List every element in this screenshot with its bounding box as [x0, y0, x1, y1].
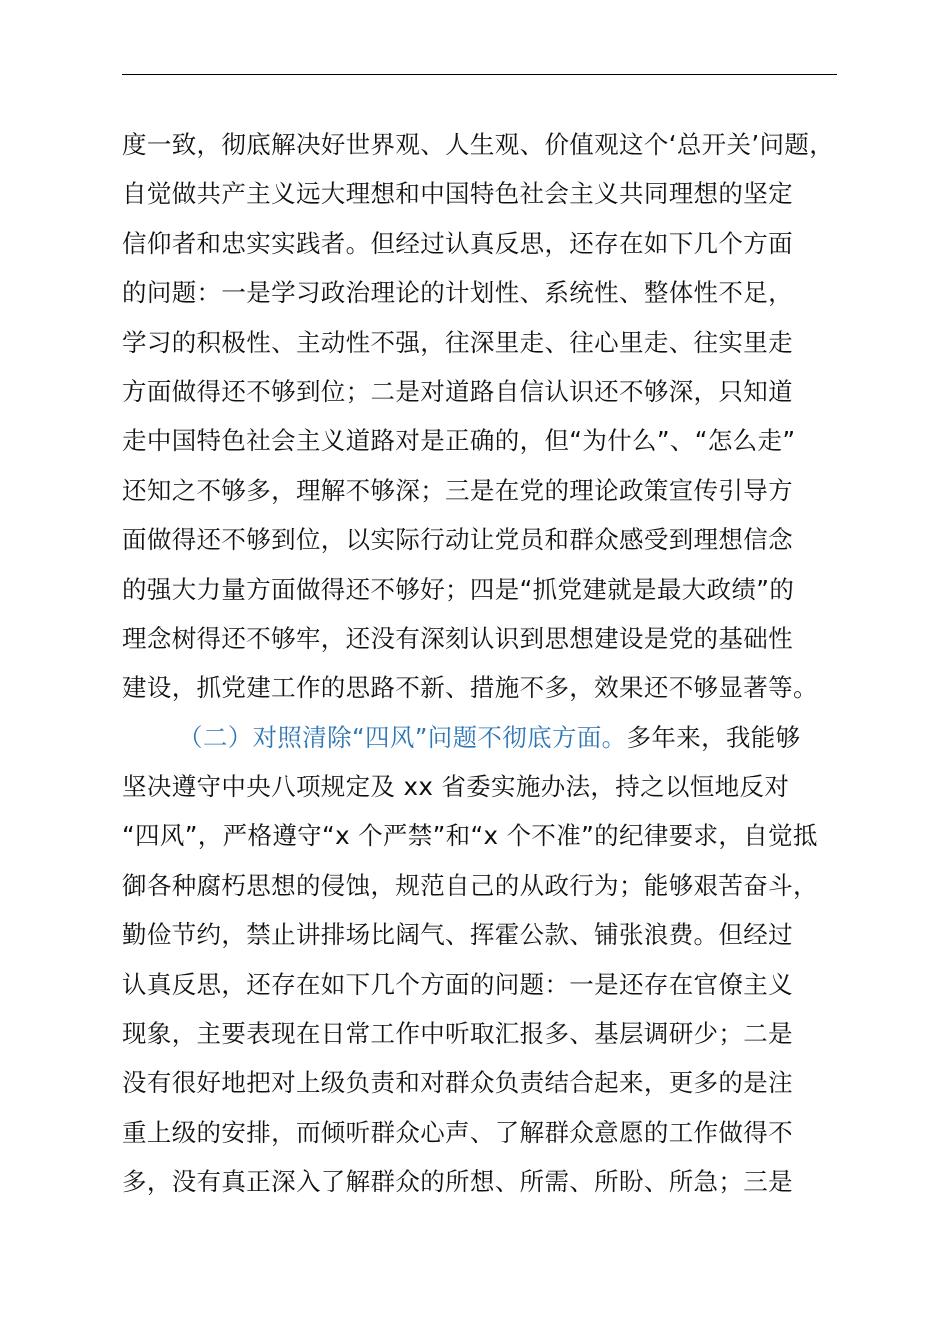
text-line: 的问题：一是学习政治理论的计划性、系统性、整体性不足， [122, 278, 793, 308]
text-line: 坚决遵守中央八项规定及 xx 省委实施办法，持之以恒地反对 [122, 772, 790, 802]
text-line: 度一致，彻底解决好世界观、人生观、价值观这个‘总开关’问题， [122, 130, 835, 159]
text-line: 方面做得还不够到位；二是对道路自信认识还不够深，只知道 [122, 376, 793, 406]
text-line: 面做得还不够到位，以实际行动让党员和群众感受到理想信念 [122, 525, 793, 555]
text-line: “四风”，严格遵守“x 个严禁”和“x 个不准”的纪律要求，自觉抵 [122, 821, 818, 851]
text-line: 重上级的安排，而倾听群众心声、了解群众意愿的工作做得不 [122, 1117, 793, 1147]
section-first-line [122, 713, 862, 762]
document-body [122, 120, 862, 1207]
text-line: 多，没有真正深入了解群众的所想、所需、所盼、所急；三是 [122, 1167, 793, 1197]
header-rule [122, 74, 837, 75]
text-line: 信仰者和忠实实践者。但经过认真反思，还存在如下几个方面 [122, 228, 793, 258]
text-line: 学习的积极性、主动性不强，往深里走、往心里走、往实里走 [122, 327, 793, 357]
text-line: 建设，抓党建工作的思路不新、措施不多，效果还不够显著等。 [122, 673, 818, 703]
text-line: 没有很好地把对上级负责和对群众负责结合起来，更多的是注 [122, 1068, 793, 1098]
text-line: 的强大力量方面做得还不够好；四是“抓党建就是最大政绩”的 [122, 574, 795, 604]
text-run: 多年来，我能够 [626, 722, 801, 752]
text-line: 御各种腐朽思想的侵蚀，规范自己的从政行为；能够艰苦奋斗， [122, 870, 818, 900]
paragraph-1 [122, 120, 862, 713]
text-line: 还知之不够多，理解不够深；三是在党的理论政策宣传引导方 [122, 475, 793, 505]
text-line: 走中国特色社会主义道路对是正确的，但“为什么”、“怎么走” [122, 426, 796, 456]
paragraph-2 [122, 713, 862, 1207]
text-line: 理念树得还不够牢，还没有深刻认识到思想建设是党的基础性 [122, 623, 793, 653]
text-line: 勤俭节约，禁止讲排场比阔气、挥霍公款、铺张浪费。但经过 [122, 920, 793, 950]
text-line: 现象，主要表现在日常工作中听取汇报多、基层调研少；二是 [122, 1019, 793, 1049]
text-line: 认真反思，还存在如下几个方面的问题：一是还存在官僚主义 [122, 969, 793, 999]
text-line: 自觉做共产主义远大理想和中国特色社会主义共同理想的坚定 [122, 179, 793, 209]
section-heading: （二）对照清除“四风”问题不彻底方面。 [178, 722, 627, 752]
